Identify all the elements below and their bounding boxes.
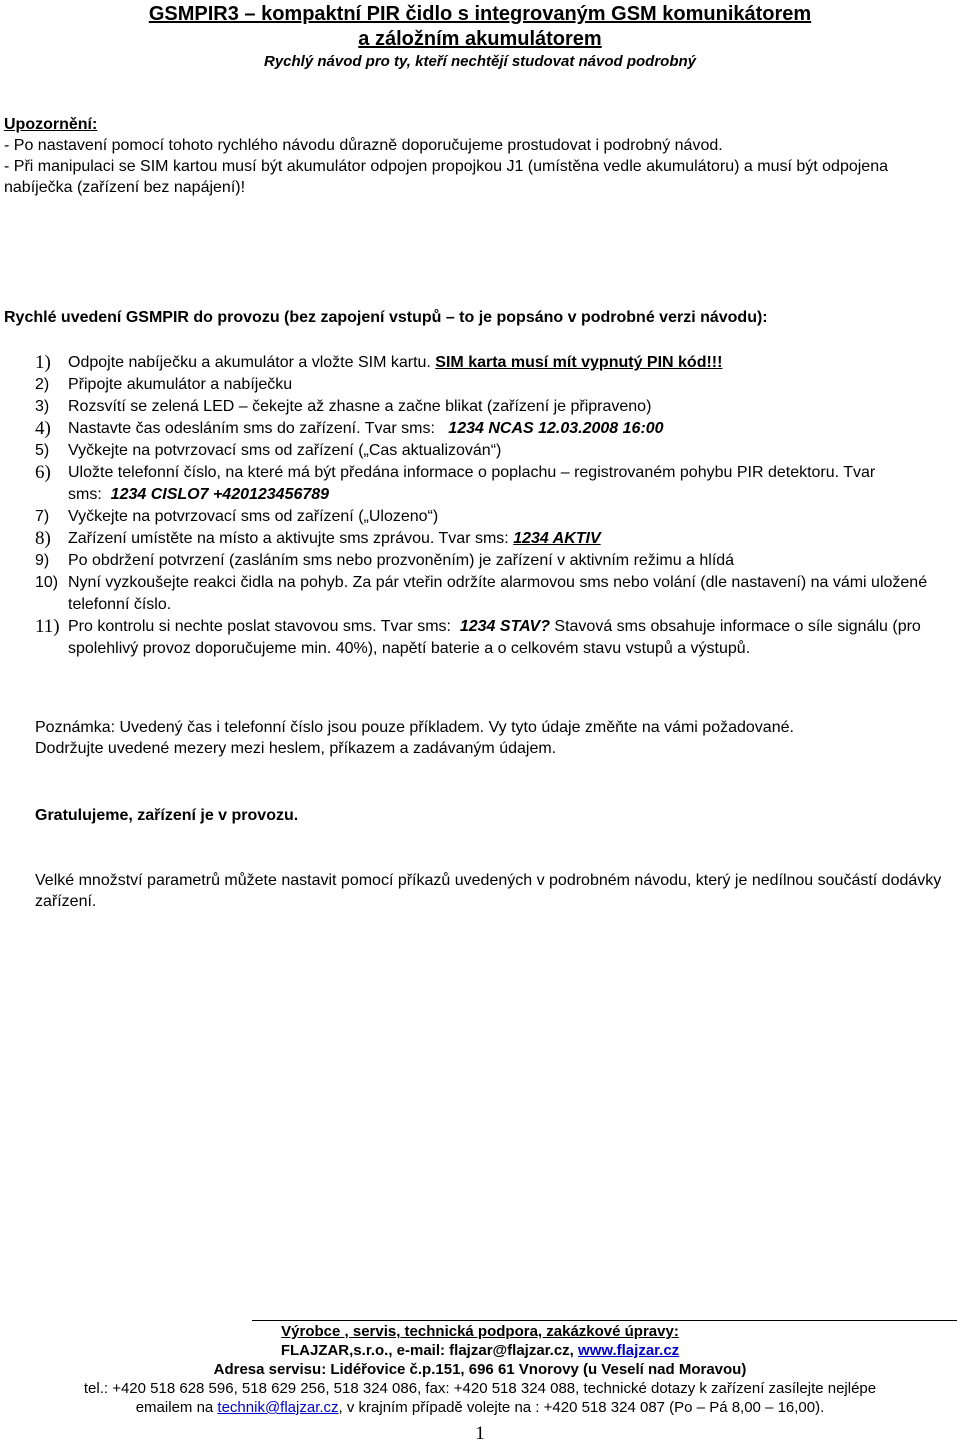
footer-line-3: Adresa servisu: Lidéřovice č.p.151, 696 61 Vnorovy (u Veselí nad Moravou) — [213, 1361, 747, 1378]
step-text: Připojte akumulátor a nabíječku — [68, 376, 293, 393]
step-text: Rozsvítí se zelená LED – čekejte až zhasne a začne blikat (zařízení je připraveno) — [68, 398, 652, 415]
footer-line-5 — [0, 1398, 960, 1417]
step-tail: Stavová sms obsahuje informace o síle signálu (pro spolehlivý provoz doporučujeme min. 40%), napětí baterie a o celkovém stavu vstupů a výstupů. — [68, 618, 921, 657]
list-item — [0, 352, 948, 374]
steps-list — [0, 352, 948, 660]
website-link[interactable]: www.flajzar.cz — [578, 1342, 680, 1359]
footer-line-4: tel.: +420 518 628 596, 518 629 256, 518 324 086, fax: +420 518 324 088, technické dotazy k zařízení zasílejte nejlépe — [83, 1380, 877, 1397]
warning-block — [4, 114, 956, 198]
footer-contact: FLAJZAR,s.r.o., e-mail: flajzar@flajzar.cz, — [280, 1342, 579, 1359]
step-number: 7) — [35, 508, 50, 525]
step-number: 10) — [35, 574, 59, 591]
step-number: 11) — [35, 616, 60, 637]
list-item — [0, 440, 948, 462]
step-text: Vyčkejte na potvrzovací sms od zařízení („Ulozeno“) — [68, 508, 439, 525]
congrats-text: Gratulujeme, zařízení je v provozu. — [35, 807, 299, 824]
title-line-1: GSMPIR3 – kompaktní PIR čidlo s integrovaným GSM komunikátorem — [148, 3, 812, 25]
list-item — [0, 616, 948, 660]
subtitle: Rychlý návod pro ty, kteří nechtějí studovat návod podrobný — [263, 53, 696, 70]
note-block — [35, 717, 935, 759]
sms-command: 1234 AKTIV — [513, 530, 601, 547]
step-text: Zařízení umístěte na místo a aktivujte sms zprávou. Tvar sms: — [68, 530, 514, 547]
step-text: Odpojte nabíječku a akumulátor a vložte SIM kartu. — [68, 354, 436, 371]
step-number: 5) — [35, 442, 50, 459]
step-number: 3) — [35, 398, 50, 415]
step-number: 2) — [35, 376, 50, 393]
warning-line-1: - Po nastavení pomocí tohoto rychlého návodu důrazně doporučujeme prostudovat i podrobný návod. — [4, 137, 723, 154]
step-text: Nastavte čas odesláním sms do zařízení. Tvar sms: — [68, 420, 435, 437]
step-number: 1) — [35, 352, 51, 373]
footer — [0, 1320, 960, 1417]
step-number: 4) — [35, 418, 51, 439]
list-item — [0, 506, 948, 528]
step-number: 6) — [35, 462, 51, 483]
document-header — [0, 2, 960, 71]
footer-divider — [252, 1320, 957, 1321]
step-number: 9) — [35, 552, 50, 569]
step-text: Vyčkejte na potvrzovací sms od zařízení („Cas aktualizován“) — [68, 442, 502, 459]
note-line-1: Poznámka: Uvedený čas i telefonní číslo jsou pouze příkladem. Vy tyto údaje změňte na vámi požadované. — [35, 719, 794, 736]
step-emphasis: SIM karta musí mít vypnutý PIN kód!!! — [435, 354, 723, 371]
more-info-text: Velké množství parametrů můžete nastavit pomocí příkazů uvedených v podrobném návodu, který je nedílnou součástí dodávky zařízení. — [35, 872, 942, 910]
note-line-2: Dodržujte uvedené mezery mezi heslem, příkazem a zadávaným údajem. — [35, 740, 557, 757]
email-link[interactable]: technik@flajzar.cz — [217, 1399, 339, 1416]
footer-line-2 — [0, 1341, 960, 1360]
sms-command: 1234 STAV? — [459, 618, 550, 635]
title-line-2: a záložním akumulátorem — [358, 28, 602, 50]
footer-line-1: Výrobce , servis, technická podpora, zakázkové úpravy: — [281, 1323, 679, 1340]
warning-line-2: - Při manipulaci se SIM kartou musí být akumulátor odpojen propojkou J1 (umístěna vedle akumulátoru) a musí být odpojena nabíječka (zařízení bez napájení)! — [4, 158, 888, 196]
step-text: Pro kontrolu si nechte poslat stavovou sms. Tvar sms: — [68, 618, 451, 635]
step-text: Nyní vyzkoušejte reakci čidla na pohyb. Za pár vteřin održíte alarmovou sms nebo volání (dle nastavení) na vámi uložené telefonní číslo. — [68, 574, 928, 613]
list-item — [0, 462, 948, 506]
warning-heading: Upozornění: — [4, 116, 98, 133]
list-item — [0, 418, 948, 440]
step-number: 8) — [35, 528, 51, 549]
list-item — [0, 528, 948, 550]
list-item — [0, 396, 948, 418]
section-title: Rychlé uvedení GSMPIR do provozu (bez zapojení vstupů – to je popsáno v podrobné verzi návodu): — [4, 309, 768, 326]
footer-email-suffix: , v krajním případě volejte na : +420 518 324 087 (Po – Pá 8,00 – 16,00). — [338, 1399, 825, 1416]
page-number: 1 — [475, 1423, 485, 1444]
sms-command: 1234 NCAS 12.03.2008 16:00 — [448, 420, 664, 437]
step-text: Po obdržení potvrzení (zasláním sms nebo prozvoněním) je zařízení v aktivním režimu a hlídá — [68, 552, 735, 569]
list-item — [0, 550, 948, 572]
list-item — [0, 572, 948, 616]
list-item — [0, 374, 948, 396]
sms-command: 1234 CISLO7 +420123456789 — [110, 486, 330, 503]
step-text: Uložte telefonní číslo, na které má být předána informace o poplachu – registrovaném pohybu PIR detektoru. Tvar sms: — [68, 464, 876, 503]
footer-email-prefix: emailem na — [135, 1399, 218, 1416]
